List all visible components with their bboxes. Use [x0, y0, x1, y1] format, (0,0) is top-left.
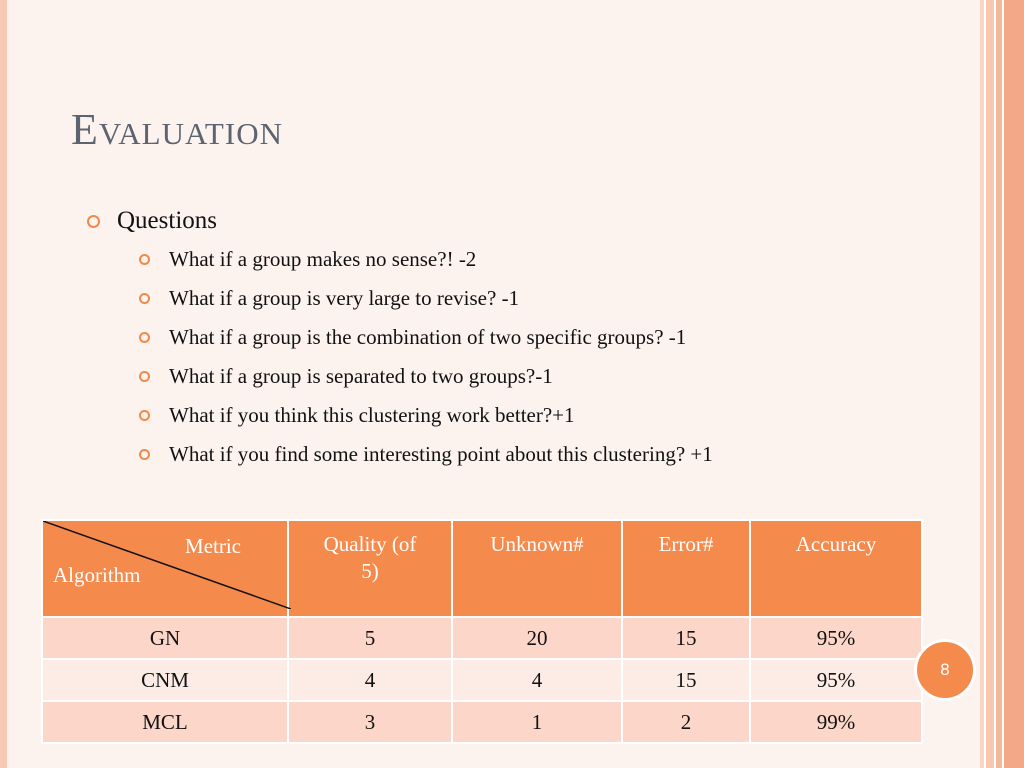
sub-bullet-item — [139, 285, 929, 311]
table-cell: 5 — [288, 617, 452, 659]
slide-title: Evaluation — [71, 105, 283, 154]
corner-algorithm-label: Algorithm — [53, 563, 141, 587]
table-header-row — [42, 520, 922, 617]
algorithm-cell: CNM — [42, 659, 288, 701]
table-cell: 99% — [750, 701, 922, 743]
bullet-ring-icon — [87, 215, 100, 228]
decorative-stripe — [986, 0, 994, 768]
decorative-stripe — [1004, 0, 1024, 768]
bullet-ring-icon — [139, 449, 150, 460]
bullet-ring-icon — [139, 293, 150, 304]
sub-bullet-text: What if a group is separated to two groups?-1 — [169, 364, 553, 388]
bullet-heading-text: Questions — [117, 207, 217, 234]
column-header — [288, 520, 452, 617]
table-row — [42, 659, 922, 701]
column-header-text: Quality (of 5) — [323, 532, 417, 583]
sub-bullet-text: What if you find some interesting point about this clustering? +1 — [169, 442, 713, 466]
table-cell: 3 — [288, 701, 452, 743]
table-corner-header — [42, 520, 288, 617]
table-cell: 2 — [622, 701, 750, 743]
sub-bullet-item — [139, 246, 929, 272]
sub-bullet-text: What if you think this clustering work better?+1 — [169, 403, 575, 427]
table-cell: 95% — [750, 617, 922, 659]
table-cell: 4 — [288, 659, 452, 701]
bullet-heading — [87, 204, 929, 467]
table-cell: 4 — [452, 659, 622, 701]
bullet-ring-icon — [139, 371, 150, 382]
bullet-ring-icon — [139, 410, 150, 421]
page-number-badge: 8 — [914, 639, 976, 701]
sub-bullet-list — [139, 246, 929, 467]
sub-bullet-text: What if a group is the combination of two specific groups? -1 — [169, 325, 687, 349]
sub-bullet-text: What if a group makes no sense?! -2 — [169, 247, 477, 271]
bullet-ring-icon — [139, 332, 150, 343]
results-table — [41, 519, 923, 744]
sub-bullet-item — [139, 441, 929, 467]
sub-bullet-item — [139, 402, 929, 428]
sub-bullet-item — [139, 363, 929, 389]
bullet-list — [87, 204, 929, 480]
table-cell: 20 — [452, 617, 622, 659]
table-cell: 15 — [622, 617, 750, 659]
sub-bullet-text: What if a group is very large to revise? -1 — [169, 286, 520, 310]
sub-bullet-item — [139, 324, 929, 350]
table-row — [42, 617, 922, 659]
column-header: Accuracy — [750, 520, 922, 617]
table-cell: 95% — [750, 659, 922, 701]
table-cell: 1 — [452, 701, 622, 743]
column-header: Error# — [622, 520, 750, 617]
corner-metric-label: Metric — [185, 534, 241, 558]
table-cell: 15 — [622, 659, 750, 701]
algorithm-cell: GN — [42, 617, 288, 659]
bullet-ring-icon — [139, 254, 150, 265]
table-row — [42, 701, 922, 743]
column-header: Unknown# — [452, 520, 622, 617]
algorithm-cell: MCL — [42, 701, 288, 743]
